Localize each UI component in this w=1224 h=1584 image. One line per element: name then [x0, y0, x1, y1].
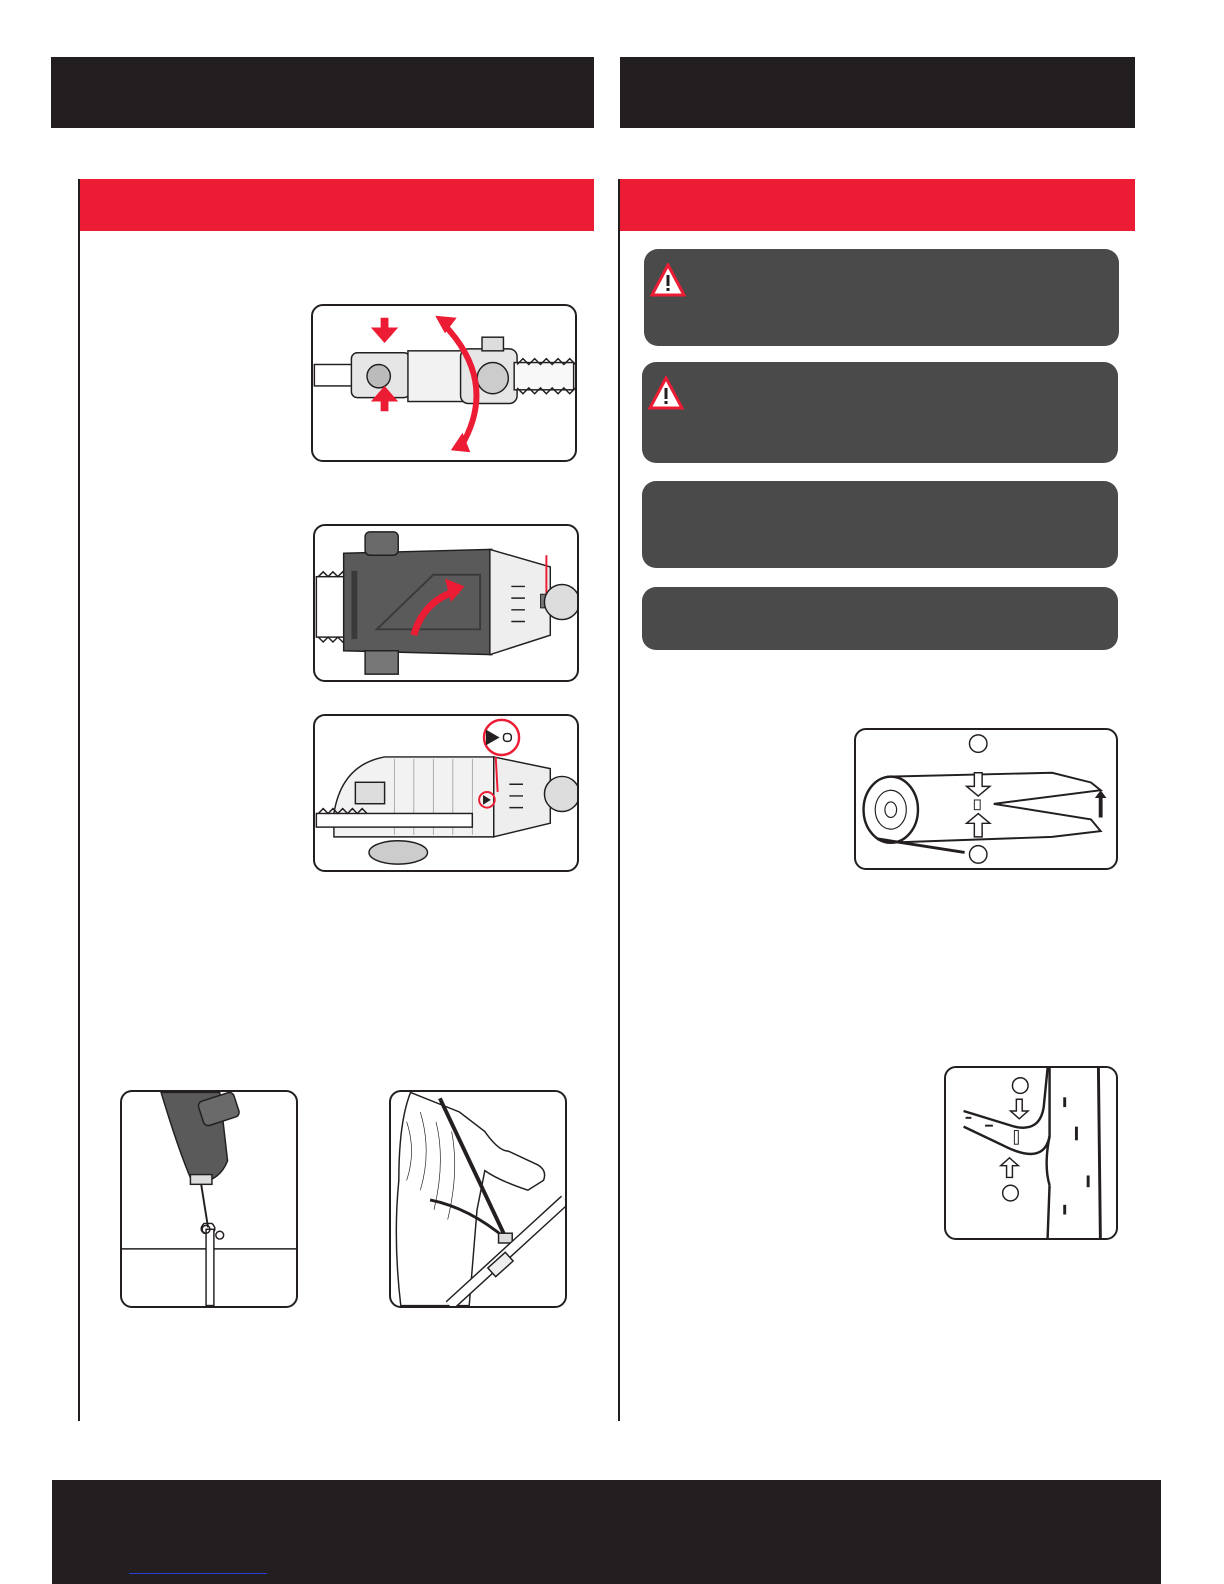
log-cut-figure — [854, 728, 1118, 870]
warning-triangle-icon — [648, 376, 684, 410]
header-bar-right — [620, 57, 1135, 128]
shoulder-strap-clip-icon — [122, 1092, 296, 1306]
strap-wear-figure — [389, 1090, 567, 1308]
pole-saw-lock-indicator-icon — [315, 716, 577, 870]
log-undercut-overcut-icon — [856, 730, 1116, 868]
pole-saw-chain-cover-open-icon — [315, 526, 577, 680]
section-heading-left — [79, 179, 594, 231]
footer-link-underline[interactable] — [129, 1573, 267, 1574]
branch-cut-figure — [944, 1066, 1118, 1240]
pole-saw-head-angle-adjust-icon — [313, 306, 575, 460]
warning-panel-1 — [644, 249, 1119, 346]
branch-undercut-overcut-icon — [946, 1068, 1116, 1238]
strap-clip-figure — [120, 1090, 298, 1308]
angle-adjust-figure — [311, 304, 577, 462]
chain-cover-figure — [313, 524, 579, 682]
warning-panel-2 — [642, 362, 1118, 463]
header-bar-left — [51, 57, 594, 128]
indicator-figure — [313, 714, 579, 872]
section-heading-right — [619, 179, 1135, 231]
column-rule-left — [78, 179, 80, 1421]
note-panel-3 — [642, 481, 1118, 568]
note-panel-4 — [642, 587, 1118, 650]
column-rule-right — [618, 179, 620, 1421]
warning-triangle-icon — [650, 263, 686, 297]
operator-wearing-strap-icon — [391, 1092, 565, 1306]
footer-bar — [52, 1480, 1161, 1584]
